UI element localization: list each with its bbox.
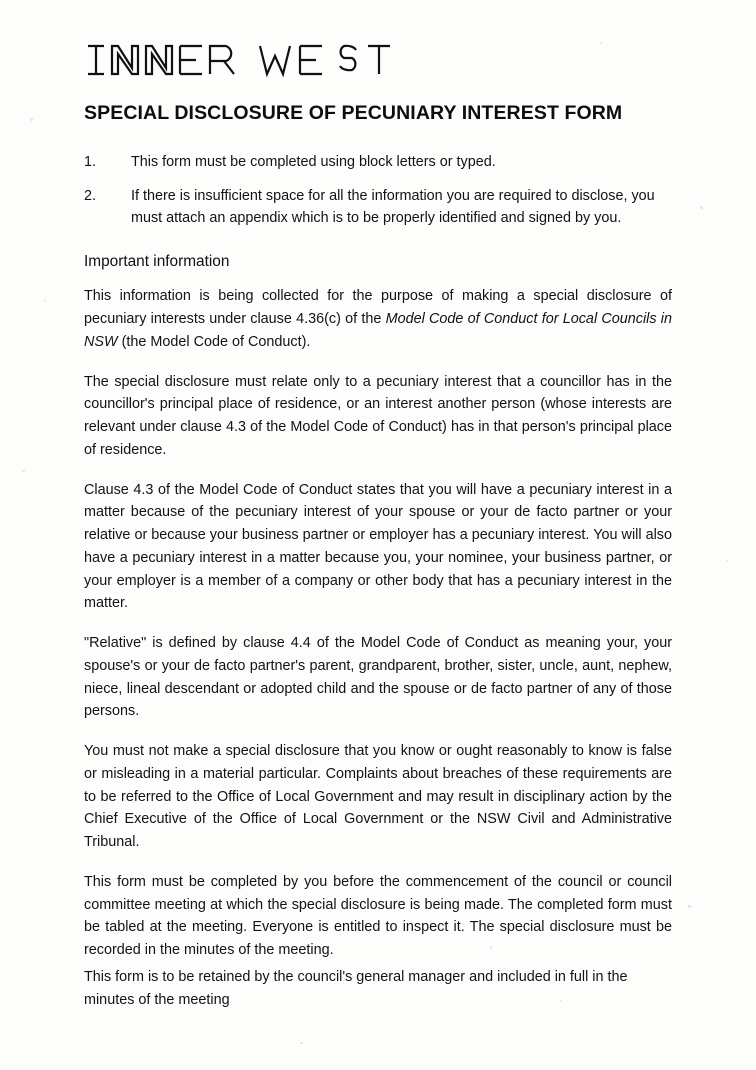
scan-speckle [300, 1042, 303, 1044]
list-item-number: 2. [84, 187, 97, 204]
page-title: SPECIAL DISCLOSURE OF PECUNIARY INTEREST FORM [84, 102, 623, 124]
paragraph-scope: The special disclosure must relate only to a pecuniary interest that a councillor has in the councillor's principal place of residence, or an interest another person (whose interests are relevant under clause 4.3 of the Model Code of Conduct) has in that person's principal place of residence. [84, 373, 672, 458]
scan-speckle [30, 118, 33, 121]
paragraph-clause-43: Clause 4.3 of the Model Code of Conduct states that you will have a pecuniary interest in a matter because of the pecuniary interest of your spouse or your de facto partner or your relative or because your business partner or employer has a pecuniary interest. You will also have a pecuniary interest in a matter because you, your nominee, your business partner, or your employer is a member of a company or other body that has a pecuniary interest in the matter. [84, 481, 672, 612]
list-item-text: If there is insufficient space for all the information you are required to disclose, you must attach an appendix which is to be properly identified and signed by you. [131, 187, 655, 227]
list-item-number: 1. [84, 154, 97, 171]
paragraph-relative-definition: "Relative" is defined by clause 4.4 of the Model Code of Conduct as meaning your, your spouse's or your de facto partner's parent, grandparent, brother, sister, uncle, aunt, nephew, niece, lineal descendant or adopted child and the spouse or de facto partner of any of those persons. [84, 635, 672, 720]
scan-speckle [726, 560, 728, 562]
scan-speckle [700, 206, 703, 209]
paragraph-false-misleading: You must not make a special disclosure that you know or ought reasonably to know is false or misleading in a material particular. Complaints about breaches of these requirements are to be referred to the Office of Local Government and may result in disciplinary action by the Chief Executive of the Office of Local Government or the NSW Civil and Administrative Tribunal. [84, 743, 672, 851]
numbered-instructions [84, 151, 672, 229]
list-item [84, 185, 672, 230]
footer-note: This form is to be retained by the council's general manager and included in full in the minutes of the meeting [84, 969, 628, 1008]
section-heading: Important information [84, 253, 230, 271]
document-content [84, 36, 672, 979]
scan-speckle [44, 300, 46, 302]
paragraph-completion-timing: This form must be completed by you before the commencement of the council or council committee meeting at which the special disclosure is being made. The completed form must be tabled at the meeting. Everyone is entitled to inspect it. The special disclosure must be recorded in the minutes of the meeting. [84, 873, 672, 959]
paragraph-purpose: This information is being collected for the purpose of making a special disclosure of pecuniary interests under clause 4.36(c) of the Model Code of Conduct for Local Councils in NSW (the Model Code of Conduct). [84, 288, 672, 350]
list-item-text: This form must be completed using block letters or typed. [131, 154, 496, 171]
scan-speckle [688, 905, 691, 908]
scan-speckle [22, 470, 25, 472]
list-item [84, 151, 672, 173]
inner-west-logo [84, 36, 672, 92]
